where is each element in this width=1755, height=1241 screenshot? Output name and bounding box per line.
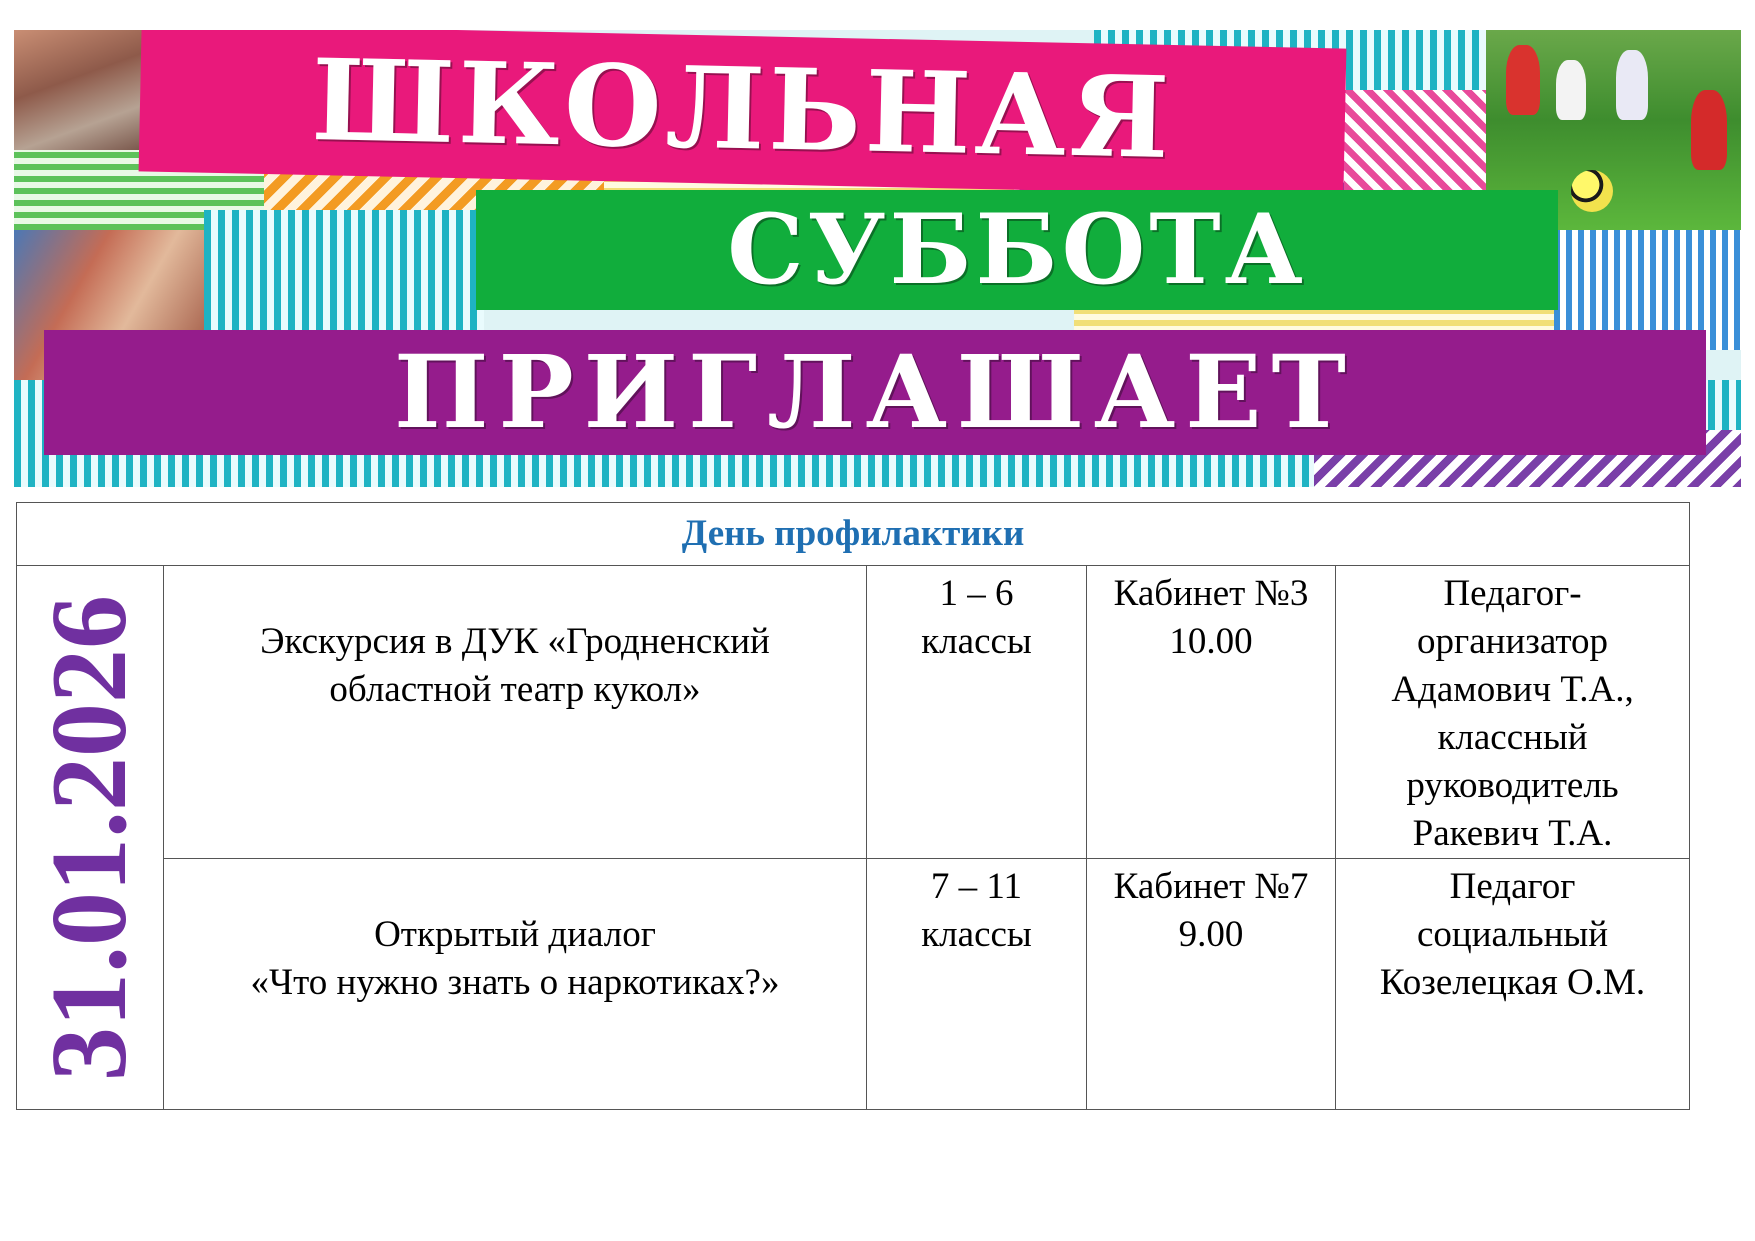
grades-cell xyxy=(867,566,1087,859)
time: 9.00 xyxy=(1178,914,1244,955)
schedule-table xyxy=(16,502,1690,1110)
responsible-cell xyxy=(1336,859,1690,1110)
header-banner xyxy=(14,30,1741,487)
grades-range: 1 – 6 xyxy=(939,573,1014,614)
grades-label: классы xyxy=(921,914,1032,955)
banner-stripe-pattern xyxy=(1344,90,1494,190)
table-title: День профилактики xyxy=(681,513,1025,554)
banner-word-3: ПРИГЛАШАЕТ xyxy=(44,330,1706,455)
table-row xyxy=(17,859,1690,1110)
location-cell xyxy=(1087,566,1336,859)
event-name-line: Экскурсия в ДУК «Гродненский xyxy=(260,621,770,662)
responsible-line: Педагог xyxy=(1449,866,1576,907)
responsible-line: Ракевич Т.А. xyxy=(1412,813,1613,854)
event-name-line: областной театр кукол» xyxy=(329,669,701,710)
grades-cell xyxy=(867,859,1087,1110)
responsible-line: организатор xyxy=(1417,621,1609,662)
grades-range: 7 – 11 xyxy=(930,866,1023,907)
banner-photo-ball xyxy=(1571,170,1613,212)
responsible-line: Козелецкая О.М. xyxy=(1379,962,1646,1003)
banner-photo-figure xyxy=(1616,50,1648,120)
responsible-line: Педагог- xyxy=(1443,573,1582,614)
event-name-line: «Что нужно знать о наркотиках?» xyxy=(250,962,780,1003)
table-title-row xyxy=(17,503,1690,566)
responsible-line: Адамович Т.А., xyxy=(1391,669,1634,710)
grades-label: классы xyxy=(921,621,1032,662)
responsible-cell xyxy=(1336,566,1690,859)
responsible-line: руководитель xyxy=(1406,765,1619,806)
event-name-line: Открытый диалог xyxy=(374,914,656,955)
banner-word-2: СУББОТА xyxy=(476,190,1558,310)
responsible-line: классный xyxy=(1437,717,1588,758)
location-cell xyxy=(1087,859,1336,1110)
banner-photo-figure xyxy=(1556,60,1586,120)
banner-photo-figure xyxy=(1506,45,1540,115)
banner-word-1: ШКОЛЬНАЯ xyxy=(139,30,1347,197)
date-cell xyxy=(17,566,164,1110)
room: Кабинет №7 xyxy=(1113,866,1309,907)
time: 10.00 xyxy=(1169,621,1253,662)
table-title-cell xyxy=(17,503,1690,566)
event-cell xyxy=(164,859,867,1110)
banner-photo-figure xyxy=(1691,90,1727,170)
responsible-line: социальный xyxy=(1416,914,1609,955)
event-date: 31.01.2026 xyxy=(30,594,149,1081)
room: Кабинет №3 xyxy=(1113,573,1309,614)
event-cell xyxy=(164,566,867,859)
table-row xyxy=(17,566,1690,859)
